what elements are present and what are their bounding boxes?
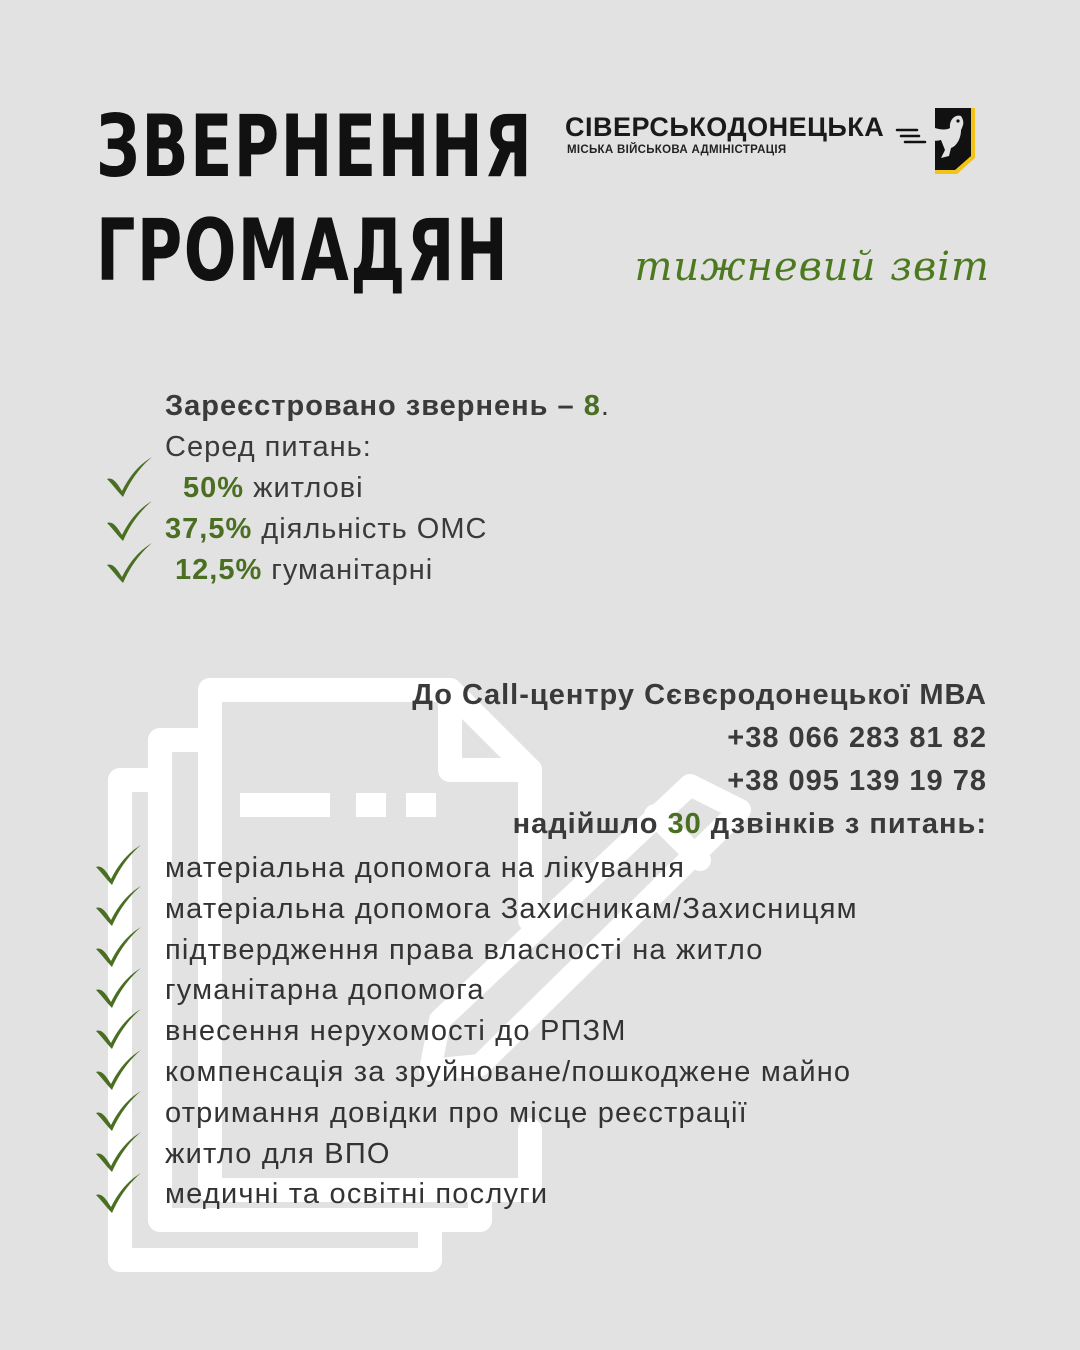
list-item: матеріальна допомога Захисникам/Захисницям <box>165 892 858 925</box>
phone-number-1: +38 066 283 81 82 <box>727 722 987 754</box>
registered-label: Зареєстровано звернень – <box>165 390 584 422</box>
logo-subtitle: МІСЬКА ВІЙСЬКОВА АДМІНІСТРАЦІЯ <box>567 144 787 156</box>
checkmark-icon <box>93 925 143 969</box>
stat-label: гуманітарні <box>271 554 434 586</box>
calls-summary <box>412 803 987 846</box>
registered-suffix: . <box>600 390 610 422</box>
checkmark-icon <box>93 1171 143 1215</box>
calls-prefix: надійшло <box>512 808 668 840</box>
stat-item <box>165 550 610 591</box>
checkmark-icon <box>104 499 154 543</box>
stat-label: житлові <box>253 472 364 504</box>
list-item: медичні та освітні послуги <box>165 1178 549 1211</box>
list-item: внесення нерухомості до РПЗМ <box>165 1015 627 1048</box>
page-title-line-1: ЗВЕРНЕННЯ <box>96 97 534 197</box>
checkmark-icon <box>93 843 143 887</box>
calls-suffix: дзвінків з питань: <box>701 808 987 840</box>
phone-number-2: +38 095 139 19 78 <box>727 765 987 797</box>
registered-count: 8 <box>583 390 601 422</box>
list-item: матеріальна допомога на лікування <box>165 852 686 884</box>
list-item: гуманітарна допомога <box>165 974 485 1007</box>
checkmark-icon <box>93 966 143 1010</box>
checkmark-icon <box>93 1130 143 1174</box>
checkmark-icon <box>104 541 154 585</box>
checkmark-icon <box>104 455 154 499</box>
stat-label: діяльність ОМС <box>261 513 488 545</box>
list-item: компенсація за зруйноване/пошкоджене майно <box>165 1055 852 1088</box>
registered-row <box>165 386 610 427</box>
checkmark-icon <box>93 1089 143 1133</box>
raven-shield-icon <box>895 106 977 176</box>
call-topics-list <box>165 848 858 1215</box>
stat-percent: 37,5% <box>165 513 253 545</box>
list-item: підтвердження права власності на житло <box>165 933 764 966</box>
page-title-line-2: ГРОМАДЯН <box>96 201 510 301</box>
call-center-heading: До Call-центру Сєвєродонецької МВА <box>412 679 987 711</box>
checkmark-icon <box>93 1007 143 1051</box>
list-item: отримання довідки про місце реєстрації <box>165 1096 748 1129</box>
stat-item <box>165 509 610 550</box>
organization-logo <box>565 106 985 176</box>
weekly-report-label: тижневий звіт <box>634 244 990 290</box>
stat-item <box>165 468 610 509</box>
list-item: житло для ВПО <box>165 1137 391 1170</box>
call-center-block <box>412 674 987 846</box>
stat-percent: 50% <box>183 472 245 504</box>
logo-name: СІВЕРСЬКОДОНЕЦЬКА <box>565 112 885 142</box>
checkmark-icon <box>93 1048 143 1092</box>
checkmark-icon <box>93 884 143 928</box>
among-label: Серед питань: <box>165 431 372 463</box>
calls-count: 30 <box>667 808 702 840</box>
appeals-stats <box>165 386 610 591</box>
stat-percent: 12,5% <box>175 554 263 586</box>
